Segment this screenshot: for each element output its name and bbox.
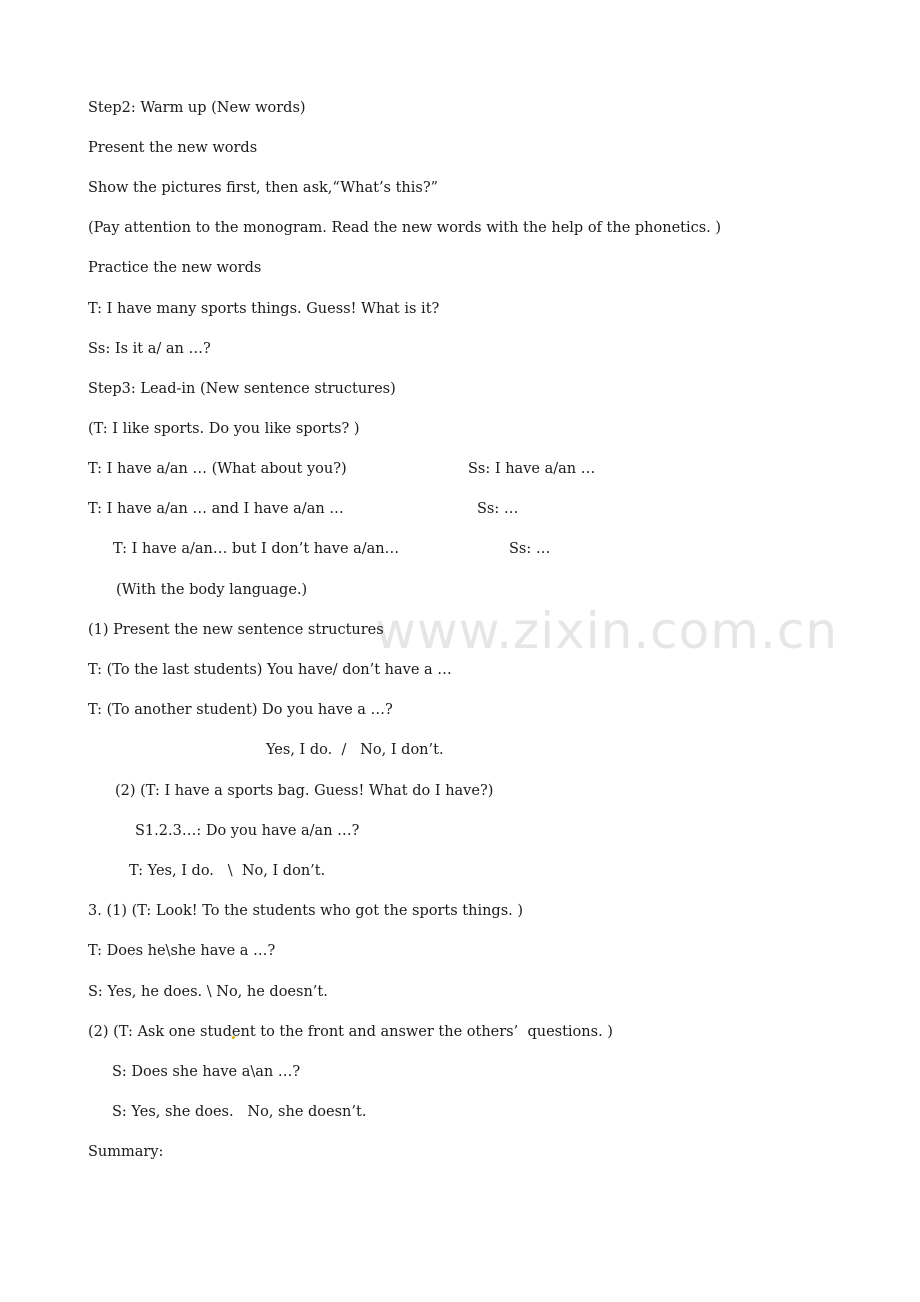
students-reply-2: Ss: …: [509, 541, 551, 557]
teacher-have-line: T: I have a/an … (What about you?): [88, 461, 347, 477]
step-3-look-line: 3. (1) (T: Look! To the students who got the sports things. ): [88, 903, 524, 919]
students-ask-line: Ss: Is it a/ an …?: [88, 341, 211, 357]
students-have-reply: Ss: I have a/an …: [468, 461, 596, 477]
step3-heading: Step3: Lead-in (New sentence structures): [88, 381, 396, 397]
yes-no-answer-1: Yes, I do. / No, I don’t.: [266, 742, 444, 758]
ask-one-student-line: (2) (T: Ask one student to the front and answer the others’ questions. ): [88, 1024, 613, 1040]
step2-heading: Step2: Warm up (New words): [88, 100, 306, 116]
does-she-have-line: S: Does she have a\an …?: [112, 1064, 301, 1080]
yes-she-does-line: S: Yes, she does. No, she doesn’t.: [112, 1104, 367, 1120]
students-ask-teacher: S1.2.3…: Do you have a/an …?: [135, 823, 360, 839]
teacher-another-student: T: (To another student) Do you have a …?: [88, 702, 393, 718]
show-pictures-line: Show the pictures first, then ask,“What’s this?”: [88, 180, 439, 196]
does-he-she-line: T: Does he\she have a …?: [88, 943, 276, 959]
summary-heading: Summary:: [88, 1144, 164, 1160]
body-language-note: (With the body language.): [116, 582, 308, 598]
teacher-guess-line: T: I have many sports things. Guess! What is it?: [88, 301, 440, 317]
practice-new-words: Practice the new words: [88, 260, 262, 276]
teacher-have-and-line: T: I have a/an … and I have a/an …: [88, 501, 344, 517]
sports-bag-line: (2) (T: I have a sports bag. Guess! What do I have?): [115, 783, 494, 799]
teacher-yes-no: T: Yes, I do. \ No, I don’t.: [129, 863, 326, 879]
pay-attention-line: (Pay attention to the monogram. Read the new words with the help of the phonetics. ): [88, 220, 722, 236]
present-structures: (1) Present the new sentence structures: [88, 622, 384, 638]
students-reply-1: Ss: …: [477, 501, 519, 517]
teacher-have-but-line: T: I have a/an… but I don’t have a/an…: [113, 541, 400, 557]
present-new-words: Present the new words: [88, 140, 258, 156]
watermark: www.zixin.com.cn: [375, 602, 839, 660]
teacher-last-students: T: (To the last students) You have/ don’t have a …: [88, 662, 452, 678]
like-sports-line: (T: I like sports. Do you like sports? ): [88, 421, 360, 437]
yes-he-does-line: S: Yes, he does. \ No, he doesn’t.: [88, 984, 328, 1000]
